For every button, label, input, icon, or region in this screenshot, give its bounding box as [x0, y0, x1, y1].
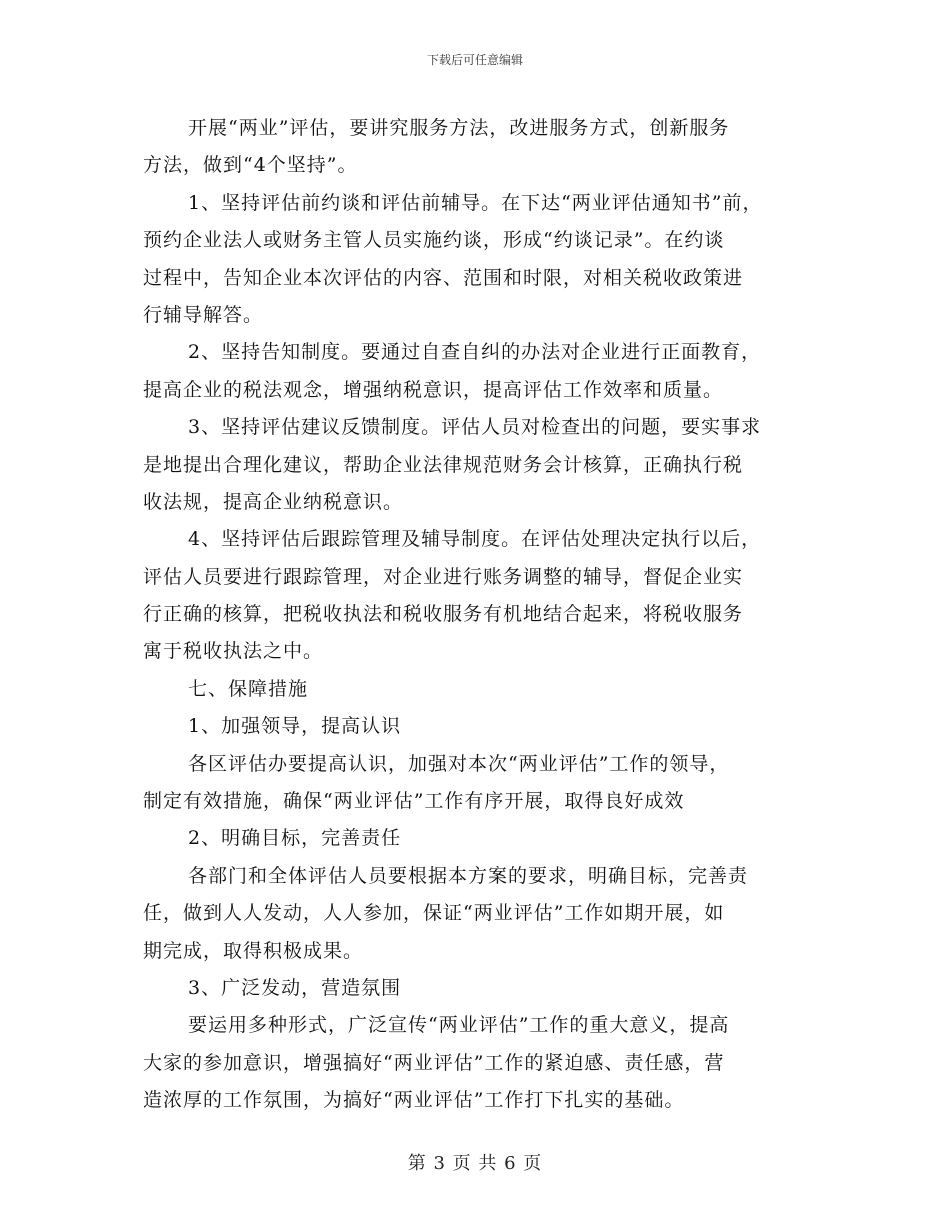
page-number: 第 3 页 共 6 页: [407, 1153, 543, 1174]
subsection-heading: 3、广泛发动，营造氛围: [188, 976, 402, 999]
text-line: 3、坚持评估建议反馈制度。评估人员对检查出的问题，要实事求: [188, 416, 762, 439]
document-body: [143, 110, 823, 1120]
text-line: 提高企业的税法观念，增强纳税意识，提高评估工作效率和质量。: [143, 378, 724, 401]
subsection-heading: 1、加强领导，提高认识: [188, 715, 402, 738]
text-line: 行正确的核算，把税收执法和税收服务有机地结合起来，将税收服务: [143, 603, 744, 626]
text-line: 各区评估办要提高认识，加强对本次“两业评估”工作的领导，: [188, 752, 730, 775]
text-line: 方法，做到“4个坚持”。: [143, 154, 358, 177]
text-line: 是地提出合理化建议，帮助企业法律规范财务会计核算，正确执行税: [143, 453, 744, 476]
text-line: 收法规，提高企业纳税意识。: [143, 490, 404, 513]
subsection-heading: 2、明确目标，完善责任: [188, 827, 402, 850]
text-line: 制定有效措施，确保“两业评估”工作有序开展，取得良好成效: [143, 790, 685, 813]
page-header-note: 下载后可任意编辑: [426, 53, 523, 67]
text-line: 评估人员要进行跟踪管理，对企业进行账务调整的辅导，督促企业实: [143, 565, 744, 588]
text-line: 过程中，告知企业本次评估的内容、范围和时限，对相关税收政策进: [143, 266, 744, 289]
text-line: 行辅导解答。: [143, 303, 264, 326]
text-line: 2、坚持告知制度。要通过自查自纠的办法对企业进行正面教育，: [188, 341, 762, 364]
text-line: 任，做到人人发动，人人参加，保证“两业评估”工作如期开展，如: [143, 902, 725, 925]
text-line: 期完成，取得积极成果。: [143, 939, 364, 962]
text-line: 开展“两业”评估，要讲究服务方法，改进服务方式，创新服务: [188, 117, 730, 139]
text-line: 造浓厚的工作氛围，为搞好“两业评估”工作打下扎实的基础。: [143, 1089, 685, 1112]
text-line: 预约企业法人或财务主管人员实施约谈，形成“约谈记录”。在约谈: [143, 229, 725, 252]
text-line: 要运用多种形式，广泛宣传“两业评估”工作的重大意义，提高: [188, 1014, 730, 1037]
section-heading: 七、保障措施: [188, 677, 309, 700]
text-line: 大家的参加意识，增强搞好“两业评估”工作的紧迫感、责任感，营: [143, 1051, 725, 1074]
text-line: 各部门和全体评估人员要根据本方案的要求，明确目标，完善责: [188, 864, 749, 887]
text-line: 寓于税收执法之中。: [143, 640, 324, 663]
text-line: 1、坚持评估前约谈和评估前辅导。在下达“两业评估通知书”前，: [188, 191, 763, 214]
text-line: 4、坚持评估后跟踪管理及辅导制度。在评估处理决定执行以后，: [188, 528, 762, 551]
